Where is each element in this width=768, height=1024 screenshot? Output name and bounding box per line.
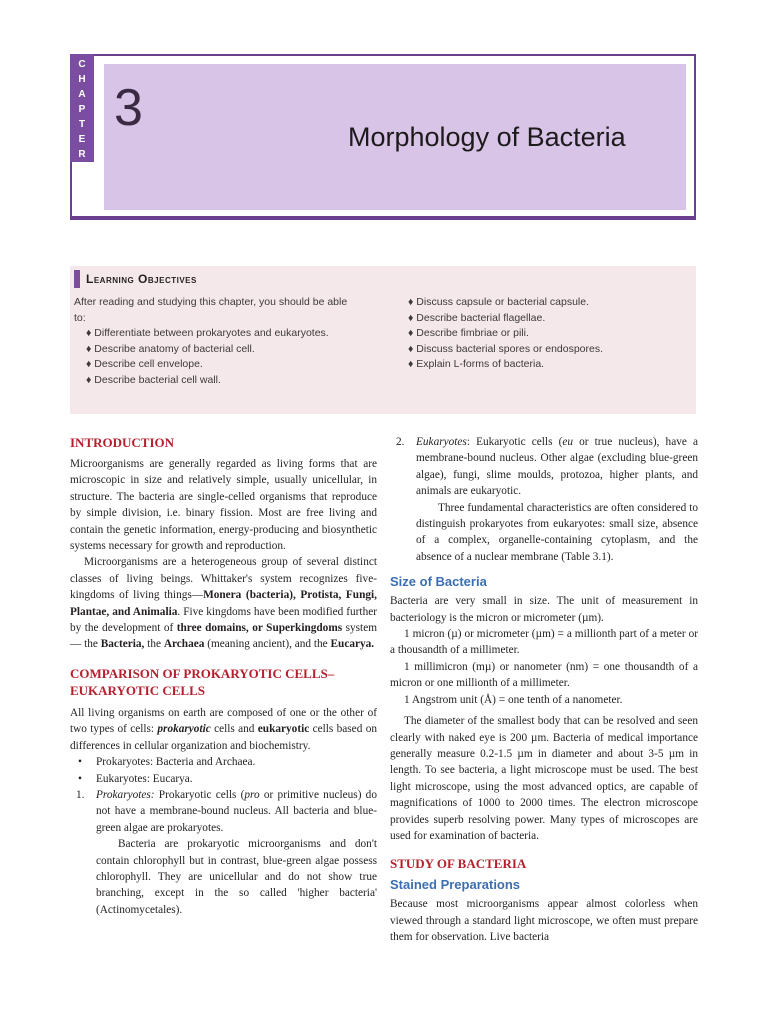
chapter-tab-letter: P [78, 104, 86, 115]
text-run-bold: Monera (bacteria), Protista, Fungi, Plantae, and Animalia [70, 589, 377, 618]
right-column [390, 434, 698, 946]
chapter-tab-letter: A [78, 89, 86, 100]
text-run: Prokaryotic cells ( [154, 788, 245, 801]
chapter-tab-letter: E [78, 134, 86, 145]
text-run-italic: eu [562, 436, 574, 448]
chapter-number: 3 [114, 79, 143, 137]
objective-item: ♦ Discuss capsule or bacterial capsule. [408, 296, 590, 308]
objective-item: ♦ Describe cell envelope. [86, 358, 203, 370]
text-run: . Five kingdoms have been modified further by the development of [70, 605, 377, 635]
objective-item: ♦ Describe bacterial flagellae. [408, 311, 546, 324]
item-number: 1. [76, 788, 85, 801]
size-paragraph: 1 Angstrom unit (Å) = one tenth of a nanometer. [404, 693, 623, 706]
study-of-bacteria-heading: STUDY OF BACTERIA [390, 856, 527, 872]
objective-item: ♦ Differentiate between prokaryotes and eukaryotes. [86, 327, 329, 339]
introduction-paragraph [70, 554, 377, 652]
stained-preparations-heading: Stained Preparations [390, 877, 521, 893]
objective-item: ♦ Describe fimbriae or pili. [408, 327, 529, 339]
numbered-item [70, 787, 377, 918]
text-run: cells based on differences in cellular organization and biochemistry. [70, 723, 377, 752]
chapter-title: Morphology of Bacteria [348, 122, 626, 152]
size-paragraph: Bacteria are very small in size. The unit of measurement in bacteriology is the micron or micrometer (µm). [390, 595, 698, 624]
objective-item: ♦ Explain L-forms of bacteria. [408, 358, 545, 370]
size-paragraph: The diameter of the smallest body that can be resolved and seen clearly with naked eye is 200 µm. Bacteria of medical importance generally measure 0.2-1.5 µm in diameter and about 3-5 µm in length. To see bacteria, a light microscope must be used. The best light microscope, using the most advanced optics, are capable of magnifications of 1000 to 2000 times. The electron microscope provides superb resolving power. Many types of microscopes are used for examination of bacteria. [390, 715, 698, 842]
text-run-bold: Archaea [163, 638, 205, 651]
chapter-tab-letter: R [78, 149, 86, 160]
learning-objectives-intro-line: to: [74, 311, 86, 324]
introduction-paragraph: Microorganisms are generally regarded as living forms that are microscopic in size and relatively simple, usually unicellular, in structure. The bacteria are single-celled organisms that reproduce by simple division, i.e. binary fission. Most are free living and contain the genetic information, energy-producing and biosynthetic systems necessary for growth and reproduction. [70, 458, 377, 553]
text-run-italic: Prokaryotes: [96, 788, 155, 801]
chapter-tab-letter: T [78, 119, 86, 130]
objective-item: ♦ Describe anatomy of bacterial cell. [86, 342, 255, 355]
objective-item: ♦ Describe bacterial cell wall. [86, 373, 221, 386]
item-number: 2. [396, 436, 405, 448]
learning-objectives-left [74, 295, 394, 388]
text-run: (meaning ancient), and the [204, 638, 331, 651]
comparison-paragraph [70, 705, 377, 754]
text-run-italic: Eukaryotes [416, 436, 467, 448]
size-of-bacteria-heading: Size of Bacteria [390, 574, 487, 590]
size-paragraph: 1 millimicron (mµ) or nanometer (nm) = one thousandth of a micron or one millionth of a millimeter. [390, 660, 698, 690]
text-run: Microorganisms are a heterogeneous group of several distinct classes of living beings. Whittaker's system recognizes five-kingdoms of living things— [70, 556, 377, 602]
learning-objectives-right [408, 295, 693, 373]
size-paragraph: 1 micron (µ) or micrometer (µm) = a millionth part of a meter or a thousandth of a millimeter. [390, 628, 698, 657]
numbered-item-paragraph: Bacteria are prokaryotic microorganisms and don't contain chlorophyll but in contrast, blue-green algae possess chlorophyll. They are unicellular and do not show true branching, except in the so called 'higher bacteria' (Actinomycetales). [96, 838, 377, 916]
text-run-italic: pro [244, 788, 260, 801]
stained-paragraph: Because most microorganisms appear almost colorless when viewed through a standard light microscope, we often must prepare them for observation. Live bacteria [390, 898, 698, 944]
left-column [70, 434, 377, 918]
text-run-bold-italic: prokaryotic [157, 723, 211, 736]
objective-item: ♦ Discuss bacterial spores or endospores. [408, 342, 604, 355]
learning-objectives-intro-line: After reading and studying this chapter, you should be able [74, 296, 348, 308]
bullet-text: Prokaryotes: Bacteria and Archaea. [96, 756, 256, 769]
bullet-item [70, 754, 377, 770]
text-run: : Eukaryotic cells ( [466, 436, 563, 448]
comparison-heading-line: COMPARISON OF PROKARYOTIC CELLS– [70, 665, 335, 681]
chapter-tab [70, 54, 94, 162]
text-run: cells and [210, 723, 258, 736]
learning-objectives-intro [74, 295, 394, 326]
text-run: or primitive nucleus) do not have a membrane-bound nucleus. All bacteria and blue-green algae are prokaryotes. [96, 788, 377, 834]
text-run: All living organisms on earth are composed of one or the other of two types of cells: [70, 706, 377, 736]
bullet-text: Eukaryotes: Eucarya. [96, 772, 193, 785]
comparison-heading [70, 665, 377, 699]
introduction-heading: INTRODUCTION [70, 435, 175, 450]
chapter-tab-letter: C [78, 59, 86, 70]
bullet-icon: • [78, 756, 82, 769]
bullet-item [70, 771, 377, 787]
chapter-tab-letter: H [78, 74, 86, 85]
learning-objectives-heading: Learning Objectives [74, 270, 197, 288]
text-run-bold: eukaryotic [257, 723, 310, 736]
bullet-icon: • [78, 772, 82, 785]
text-run: the [144, 638, 164, 651]
text-run-bold: Bacteria, [100, 638, 145, 651]
text-run: system— the [70, 622, 377, 651]
text-run-bold: three domains, or Superkingdoms [176, 622, 343, 635]
numbered-item-paragraph: Three fundamental characteristics are often considered to distinguish prokaryotes from eukaryotes: small size, absence of a complex, organelle-containing cytoplasm, and the absence of a nuclear membrane (Table 3.1). [416, 501, 698, 563]
text-run: or true nucleus), have a membrane-bound nucleus. Other algae (excluding blue-green algae), fungi, slime moulds, protozoa, higher plants, and animals are eukaryotic. [416, 436, 698, 498]
text-run-bold: Eucarya. [330, 638, 375, 651]
numbered-item [390, 434, 698, 565]
comparison-heading-line: EUKARYOTIC CELLS [70, 682, 205, 698]
